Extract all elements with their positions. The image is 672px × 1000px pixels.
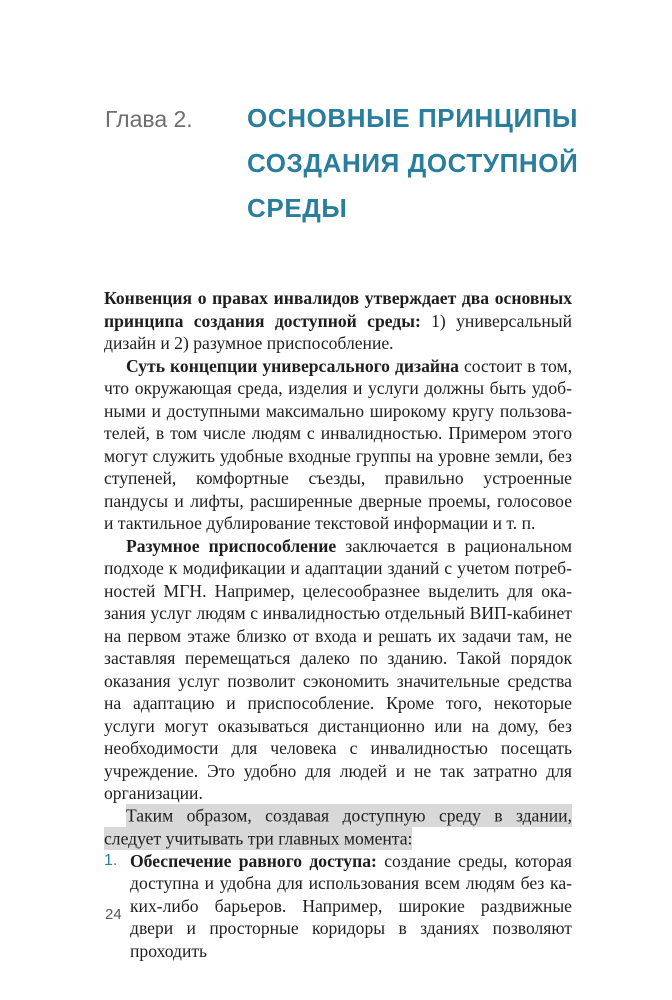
paragraph-convention-bold-lead: Конвенция о правах инвалидов утверждает два основных принципа создания доступной среды: (104, 288, 572, 331)
paragraph-universal-design (104, 355, 572, 535)
paragraph-reasonable-accommodation-bold-lead: Разумное приспособление (126, 535, 337, 556)
body-text-column (104, 287, 572, 962)
highlighted-text: Таким образом, создавая доступную среду в здании, следует учитывать три главных момента: (104, 805, 572, 848)
chapter-header (105, 96, 578, 231)
chapter-title-line-3: СРЕДЫ (247, 193, 348, 223)
list-item-equal-access (104, 850, 572, 963)
paragraph-universal-design-text: состоит в том, что окружающая среда, изделия и услуги должны быть удобными и доступными максимально широкому кругу пользователей, в том числе людям с инвалидностью. Примером этого могут служить удобные входные группы на уровне земли, без ступеней, комфортные съезды, правильно устроенные пандусы и лифты, расширенные дверные проемы, голосовое и тактильное дублирование текстовой информации и т. п. (104, 355, 572, 533)
page-number: 24 (105, 906, 122, 923)
chapter-title-line-2: СОЗДАНИЯ ДОСТУПНОЙ (247, 148, 579, 178)
paragraph-convention-text: 1) универсальный дизайн и 2) разумное приспособление. (104, 310, 572, 353)
list-item-text: создание среды, которая доступна и удобна для использования всем людям без каких-либо барьеров. Например, широкие раздвижные двери и просторные коридоры в зданиях позволяют проходить (130, 850, 573, 961)
paragraph-convention (104, 287, 572, 355)
numbered-list (104, 850, 572, 963)
list-item-bold-lead: Обеспечение равного доступа: (130, 850, 377, 871)
chapter-title-line-1: ОСНОВНЫЕ ПРИНЦИПЫ (247, 103, 579, 133)
list-item-number: 1. (104, 851, 118, 869)
chapter-title (247, 96, 578, 231)
chapter-number-label: Глава 2. (105, 106, 193, 132)
paragraph-universal-design-bold-lead: Суть концепции универсального дизайна (126, 355, 459, 376)
list-item-body (130, 850, 572, 963)
paragraph-summary-highlighted (104, 805, 572, 850)
paragraph-reasonable-accommodation (104, 535, 572, 805)
paragraph-reasonable-accommodation-text: заключается в рациональном подходе к модификации и адаптации зданий с учетом потребностей МГН. Например, целесообразнее выделить для оказания услуг людям с инвалидностью отдельный ВИП-кабинет на первом этаже близко от входа и решать их задачи там, не заставляя перемещаться далеко по зданию. Такой порядок оказания услуг позволит сэкономить значительные средства на адаптацию и приспособление. Кроме того, некоторые услуги могут оказываться дистанционно или на дому, без необходимости для человека с инвалидностью посещать учреждение. Это удобно для людей и не так затратно для организации. (104, 535, 572, 803)
